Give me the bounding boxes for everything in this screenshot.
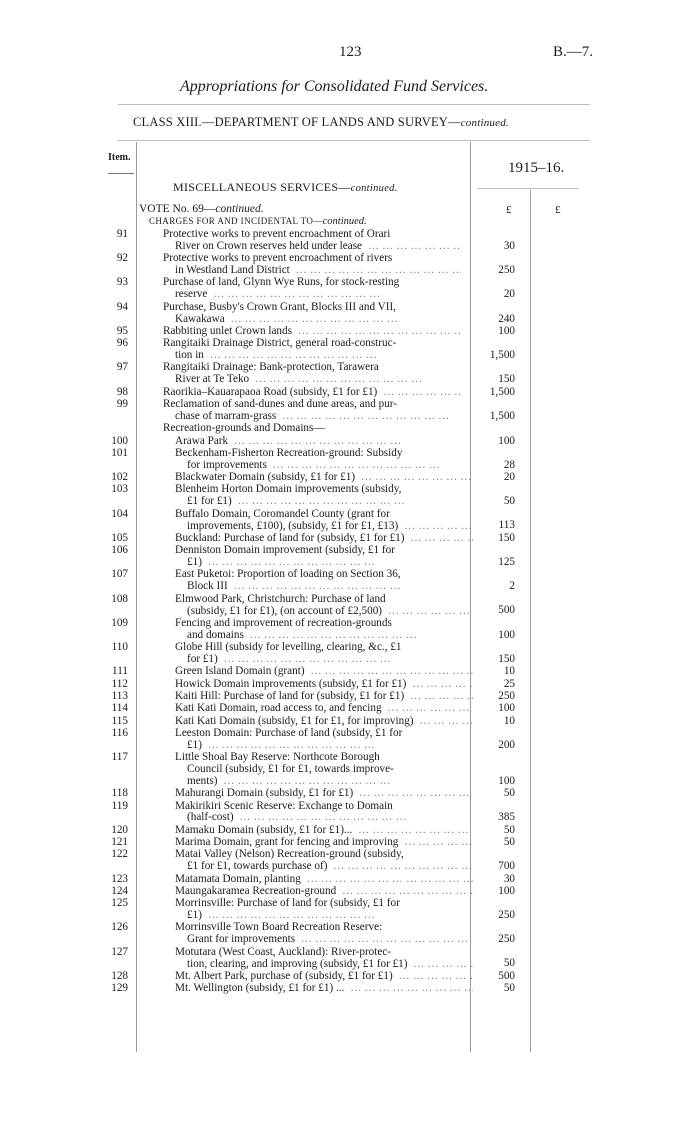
description-line: Mamaku Domain (subsidy, £1 for £1)... ……………………………… bbox=[175, 825, 473, 837]
description-line: £1 for £1, towards purchase of) ……………………………… bbox=[175, 861, 473, 873]
item-amount: 700 bbox=[498, 860, 515, 873]
item-amount: 150 bbox=[498, 652, 515, 665]
description-line: Protective works to prevent encroachment of Orari bbox=[163, 229, 391, 240]
item-amount: 125 bbox=[498, 555, 515, 568]
item-amount: 500 bbox=[498, 604, 515, 617]
item-description bbox=[175, 509, 505, 533]
item-amount: 500 bbox=[498, 969, 515, 982]
item-amount: 100 bbox=[498, 884, 515, 897]
item-amount: 50 bbox=[503, 982, 515, 995]
item-number: 113 bbox=[111, 689, 128, 702]
vote-heading-suffix: continued. bbox=[215, 203, 264, 215]
item-amount: 250 bbox=[498, 933, 515, 946]
item-description bbox=[175, 837, 505, 849]
item-description bbox=[163, 302, 493, 326]
item-description bbox=[163, 253, 493, 277]
description-line: Matamata Domain, planting ……………………………… bbox=[175, 874, 473, 886]
page-title: Appropriations for Consolidated Fund Services. bbox=[180, 78, 489, 95]
item-number: 92 bbox=[116, 252, 128, 265]
item-amount: 1,500 bbox=[489, 409, 515, 422]
description-line: £1) ……………………………… bbox=[175, 740, 473, 752]
description-line: Rangitaiki Drainage: Bank-protection, Tarawera bbox=[163, 362, 379, 374]
description-line: Mt. Albert Park, purchase of (subsidy, £1 for £1) ……………………………… bbox=[175, 971, 473, 983]
currency-symbol: £ bbox=[506, 204, 512, 216]
description-line: Morrinsville: Purchase of land for (subsidy, £1 for bbox=[175, 898, 400, 910]
item-description bbox=[175, 448, 505, 472]
page-number: 123 bbox=[339, 44, 362, 60]
description-line: Block III ……………………………… bbox=[175, 581, 473, 593]
description-line: Protective works to prevent encroachment of rivers bbox=[163, 253, 393, 265]
description-line: tion in ……………………………… bbox=[163, 350, 461, 362]
item-number: 116 bbox=[111, 726, 128, 739]
item-description bbox=[163, 423, 493, 435]
class-heading bbox=[133, 115, 509, 130]
description-line: River on Crown reserves held under lease ……………………………… bbox=[163, 241, 461, 253]
item-number: 104 bbox=[111, 507, 128, 520]
charges-heading bbox=[149, 216, 367, 227]
description-line: (subsidy, £1 for £1), (on account of £2,500) ……………………………… bbox=[175, 606, 473, 618]
description-line: Fencing and improvement of recreation-grounds bbox=[175, 617, 392, 629]
item-number: 103 bbox=[111, 483, 128, 496]
description-line: Rangitaiki Drainage District, general road-construc- bbox=[163, 338, 397, 350]
description-line: Kati Kati Domain, road access to, and fencing ……………………………… bbox=[175, 703, 473, 715]
item-amount: 1,500 bbox=[489, 385, 515, 398]
item-description bbox=[175, 788, 505, 800]
description-line: Kawakawa ……………………………… bbox=[163, 314, 461, 326]
currency-symbol: £ bbox=[555, 204, 561, 216]
class-heading-text: CLASS XIII.—DEPARTMENT OF LANDS AND SURVEY— bbox=[133, 115, 461, 129]
item-number: 107 bbox=[111, 568, 128, 581]
item-amount: 200 bbox=[498, 738, 515, 751]
divider bbox=[118, 104, 590, 105]
item-number: 105 bbox=[111, 531, 128, 544]
item-amount: 10 bbox=[503, 665, 515, 678]
description-line: Reclamation of sand-dunes and dune areas, and pur- bbox=[163, 399, 398, 410]
item-description bbox=[175, 642, 505, 666]
description-line: Rabbiting unlet Crown lands ……………………………… bbox=[163, 326, 461, 338]
item-number: 108 bbox=[111, 592, 128, 605]
description-line: Recreation-grounds and Domains— bbox=[163, 423, 325, 435]
item-number: 91 bbox=[116, 228, 128, 240]
item-amount: 150 bbox=[498, 531, 515, 544]
item-amount: 30 bbox=[503, 239, 515, 252]
item-number: 124 bbox=[111, 884, 128, 897]
item-amount: 100 bbox=[498, 628, 515, 641]
item-amount: 100 bbox=[498, 702, 515, 715]
description-line: Purchase, Busby's Crown Grant, Blocks III and VII, bbox=[163, 301, 396, 313]
item-number: 122 bbox=[111, 848, 128, 861]
description-line: ments) ……………………………… bbox=[175, 776, 473, 788]
item-description bbox=[175, 898, 505, 922]
description-line: Howick Domain improvements (subsidy, £1 for £1) ……………………………… bbox=[175, 679, 473, 691]
description-line: chase of marram-grass ……………………………… bbox=[163, 411, 461, 423]
class-heading-suffix: continued. bbox=[460, 117, 509, 129]
item-description bbox=[175, 703, 505, 715]
item-amount: 113 bbox=[498, 519, 515, 532]
item-description bbox=[175, 947, 505, 971]
description-line: Kaiti Hill: Purchase of land for (subsidy, £1 for £1) ……………………………… bbox=[175, 691, 473, 703]
item-amount: 25 bbox=[503, 677, 515, 690]
item-description bbox=[175, 886, 505, 898]
item-description bbox=[175, 849, 505, 873]
item-number: 126 bbox=[111, 921, 128, 934]
item-number: 114 bbox=[111, 702, 128, 715]
description-line: and domains ……………………………… bbox=[175, 630, 473, 642]
item-number: 119 bbox=[111, 799, 128, 812]
charges-heading-text: CHARGES FOR AND INCIDENTAL TO— bbox=[149, 216, 323, 226]
item-number: 127 bbox=[111, 945, 128, 958]
item-description bbox=[175, 728, 505, 752]
divider bbox=[108, 173, 134, 174]
item-description bbox=[175, 971, 505, 983]
item-amount: 100 bbox=[498, 774, 515, 787]
description-line: Denniston Domain improvement (subsidy, £1 for bbox=[175, 545, 395, 557]
vote-heading-text: VOTE No. 69— bbox=[139, 203, 216, 215]
item-description bbox=[163, 362, 493, 386]
item-amount: 2 bbox=[509, 580, 515, 593]
item-number: 94 bbox=[116, 300, 128, 313]
description-line: Grant for improvements ……………………………… bbox=[175, 934, 473, 946]
description-line: for £1) ……………………………… bbox=[175, 654, 473, 666]
divider bbox=[118, 140, 590, 141]
item-number: 99 bbox=[116, 398, 128, 410]
item-description bbox=[175, 874, 505, 886]
description-line: Makirikiri Scenic Reserve: Exchange to Domain bbox=[175, 800, 393, 812]
item-number: 100 bbox=[111, 434, 128, 447]
item-number: 115 bbox=[111, 714, 128, 727]
item-amount: 50 bbox=[503, 495, 515, 508]
description-line: Beckenham-Fisherton Recreation-ground: Subsidy bbox=[175, 447, 403, 459]
vote-heading bbox=[139, 203, 264, 215]
description-line: Maungakaramea Recreation-ground ……………………………… bbox=[175, 886, 473, 898]
item-number: 112 bbox=[111, 677, 128, 690]
item-number: 121 bbox=[111, 836, 128, 848]
item-number: 128 bbox=[111, 969, 128, 982]
item-description bbox=[175, 533, 505, 545]
item-amount: 250 bbox=[498, 689, 515, 702]
description-line: for improvements ……………………………… bbox=[175, 460, 473, 472]
item-amount: 28 bbox=[503, 458, 515, 471]
description-line: Marima Domain, grant for fencing and improving ……………………………… bbox=[175, 837, 473, 849]
item-amount: 100 bbox=[498, 324, 515, 337]
item-description bbox=[175, 825, 505, 837]
year-header: 1915–16. bbox=[508, 160, 565, 176]
item-amount: 50 bbox=[503, 787, 515, 800]
item-amount: 385 bbox=[498, 811, 515, 824]
item-number: 123 bbox=[111, 872, 128, 885]
description-line: £1 for £1) ……………………………… bbox=[175, 496, 473, 508]
description-line: £1) ……………………………… bbox=[175, 557, 473, 569]
document-reference: B.—7. bbox=[553, 44, 594, 60]
item-description bbox=[175, 922, 505, 946]
item-description bbox=[163, 338, 493, 362]
item-amount: 50 bbox=[503, 957, 515, 970]
item-description bbox=[175, 691, 505, 703]
description-line: Buffalo Domain, Coromandel County (grant for bbox=[175, 508, 390, 520]
description-line: Morrinsville Town Board Recreation Reserve: bbox=[175, 922, 383, 934]
item-amount: 20 bbox=[503, 471, 515, 483]
item-amount: 30 bbox=[503, 872, 515, 885]
description-line: Council (subsidy, £1 for £1, towards improve- bbox=[187, 763, 394, 775]
description-line: Buckland: Purchase of land for (subsidy, £1 for £1) ……………………………… bbox=[175, 533, 473, 545]
item-number: 101 bbox=[111, 446, 128, 459]
item-number: 125 bbox=[111, 897, 128, 910]
item-number: 111 bbox=[112, 665, 128, 678]
item-description bbox=[175, 752, 505, 788]
item-description bbox=[163, 326, 493, 338]
item-description bbox=[175, 436, 505, 448]
item-column-header: Item. bbox=[108, 152, 131, 163]
item-number: 102 bbox=[111, 471, 128, 483]
item-amount: 250 bbox=[498, 909, 515, 922]
description-line: Globe Hill (subsidy for levelling, clearing, &c., £1 bbox=[175, 642, 402, 653]
item-description bbox=[175, 983, 505, 995]
item-number: 96 bbox=[116, 337, 128, 350]
section-heading-suffix: continued. bbox=[350, 183, 398, 194]
description-line: Little Shoal Bay Reserve: Northcote Borough bbox=[175, 752, 380, 763]
item-amount: 150 bbox=[498, 373, 515, 386]
item-description bbox=[163, 399, 493, 423]
description-line: Raorikia–Kauarapaoa Road (subsidy, £1 for £1) ……………………………… bbox=[163, 387, 461, 399]
item-amount: 50 bbox=[503, 823, 515, 836]
item-column-rule bbox=[136, 142, 137, 1052]
item-number: 106 bbox=[111, 544, 128, 557]
item-amount: 100 bbox=[498, 434, 515, 447]
item-amount: 20 bbox=[503, 288, 515, 301]
amount-subcolumn-rule bbox=[530, 190, 531, 1052]
item-description bbox=[163, 387, 493, 399]
item-description bbox=[175, 716, 505, 728]
section-heading-text: MISCELLANEOUS SERVICES— bbox=[173, 180, 351, 194]
section-heading bbox=[173, 180, 398, 195]
item-amount: 10 bbox=[503, 714, 515, 727]
item-description bbox=[175, 618, 505, 642]
item-description bbox=[175, 679, 505, 691]
description-line: Blackwater Domain (subsidy, £1 for £1) ……………………………… bbox=[175, 472, 473, 484]
description-line: tion, clearing, and improving (subsidy, £1 for £1) ……………………………… bbox=[175, 959, 473, 971]
item-number: 129 bbox=[111, 982, 128, 995]
description-line: improvements, £100), (subsidy, £1 for £1, £13) ……………………………… bbox=[175, 521, 473, 533]
item-amount: 1,500 bbox=[489, 349, 515, 362]
item-description bbox=[175, 569, 505, 593]
description-line: £1) ……………………………… bbox=[175, 910, 473, 922]
item-number: 95 bbox=[116, 324, 128, 337]
item-number: 93 bbox=[116, 276, 128, 289]
description-line: Motutara (West Coast, Auckland): River-protec- bbox=[175, 946, 392, 958]
item-number: 120 bbox=[111, 823, 128, 836]
item-number: 97 bbox=[116, 361, 128, 374]
item-description bbox=[175, 594, 505, 618]
item-description bbox=[175, 545, 505, 569]
item-description bbox=[175, 666, 505, 678]
description-line: Matai Valley (Nelson) Recreation-ground (subsidy, bbox=[175, 849, 404, 861]
description-line: Mahurangi Domain (subsidy, £1 for £1) ……………………………… bbox=[175, 788, 473, 800]
description-line: Kati Kati Domain (subsidy, £1 for £1, for improving) ……………………………… bbox=[175, 716, 473, 728]
item-number: 118 bbox=[111, 787, 128, 800]
item-amount: 250 bbox=[498, 264, 515, 277]
description-line: reserve ……………………………… bbox=[163, 289, 461, 301]
item-description bbox=[175, 484, 505, 508]
charges-heading-suffix: continued. bbox=[322, 216, 367, 227]
item-description bbox=[175, 801, 505, 825]
item-description bbox=[163, 229, 493, 253]
item-description bbox=[175, 472, 505, 484]
description-line: Blenheim Horton Domain improvements (subsidy, bbox=[175, 484, 402, 496]
item-amount: 240 bbox=[498, 312, 515, 325]
item-number: 117 bbox=[111, 751, 128, 763]
description-line: River at Te Teko ……………………………… bbox=[163, 374, 461, 386]
description-line: Mt. Wellington (subsidy, £1 for £1) ... ……………………………… bbox=[175, 983, 473, 995]
description-line: East Puketoi: Proportion of loading on Section 36, bbox=[175, 569, 401, 581]
item-number: 98 bbox=[116, 385, 128, 398]
description-line: (half-cost) ……………………………… bbox=[175, 812, 473, 824]
divider bbox=[478, 188, 578, 189]
description-line: Arawa Park ……………………………… bbox=[175, 436, 473, 448]
item-amount: 50 bbox=[503, 836, 515, 848]
description-line: Elmwood Park, Christchurch: Purchase of land bbox=[175, 593, 386, 605]
description-line: in Westland Land District ……………………………… bbox=[163, 265, 461, 277]
item-number: 110 bbox=[111, 641, 128, 653]
description-line: Leeston Domain: Purchase of land (subsidy, £1 for bbox=[175, 727, 403, 739]
description-line: Green Island Domain (grant) ……………………………… bbox=[175, 666, 473, 678]
description-line: Purchase of land, Glynn Wye Runs, for stock-resting bbox=[163, 277, 400, 289]
item-number: 109 bbox=[111, 616, 128, 629]
item-description bbox=[163, 277, 493, 301]
